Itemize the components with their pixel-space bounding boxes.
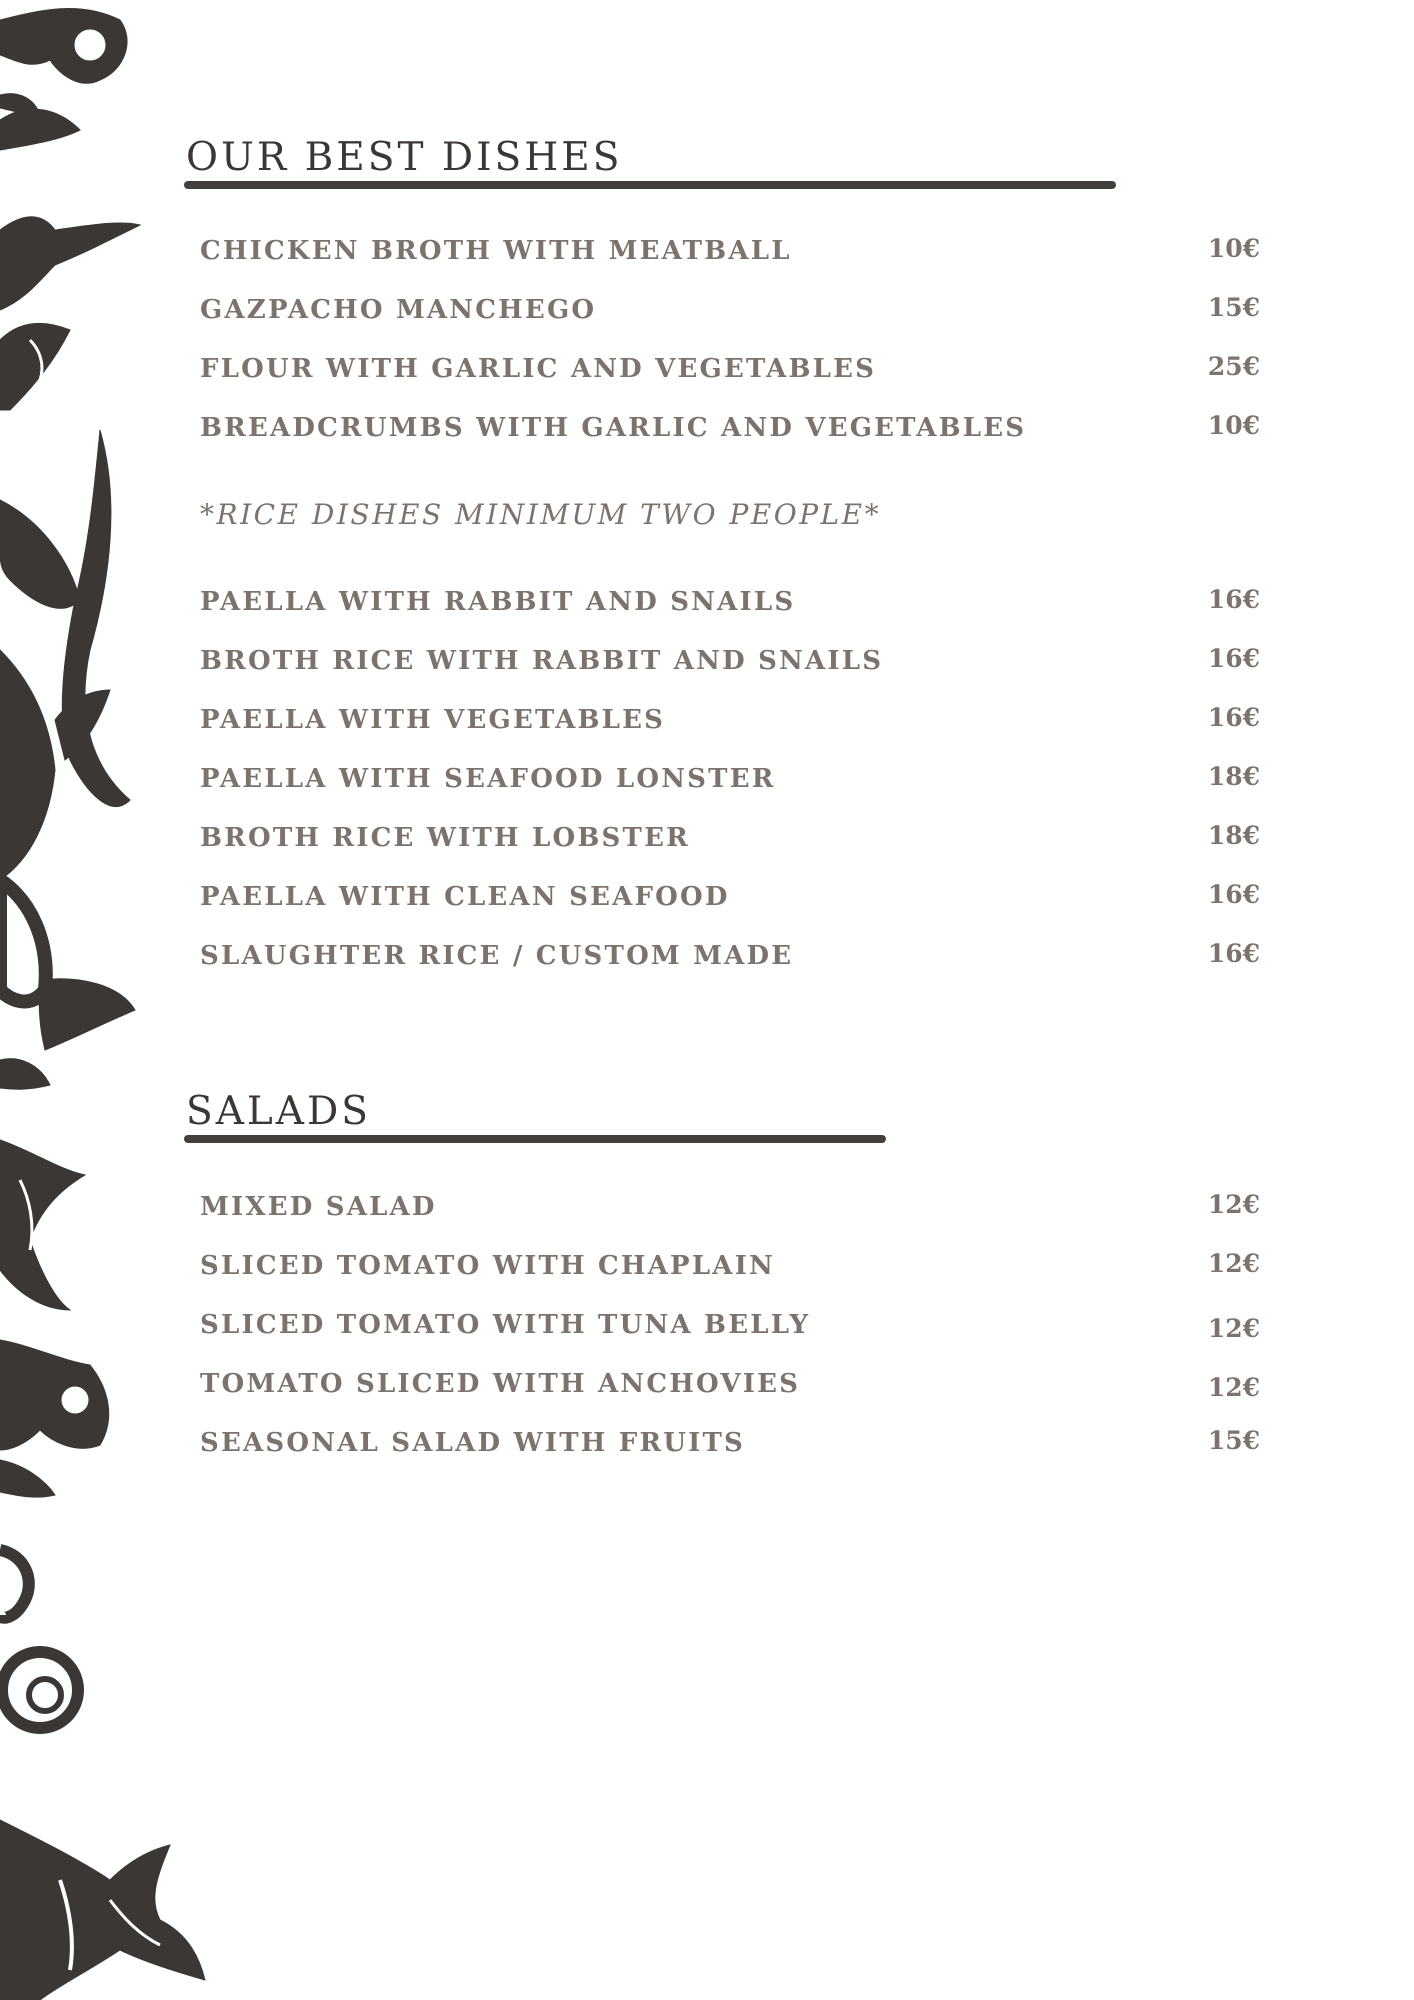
menu-item: [200, 231, 1260, 271]
menu-item-name: PAELLA WITH RABBIT AND SNAILS: [200, 587, 796, 617]
menu-item: [200, 1187, 1260, 1227]
floral-ornament: [0, 0, 230, 2000]
menu-item: [200, 349, 1260, 389]
menu-item-name: BREADCRUMBS WITH GARLIC AND VEGETABLES: [200, 413, 1027, 443]
section-divider: [184, 1135, 886, 1143]
menu-item-name: MIXED SALAD: [200, 1192, 437, 1222]
menu-item: [200, 700, 1260, 740]
menu-item: [200, 290, 1260, 330]
menu-item-name: BROTH RICE WITH RABBIT AND SNAILS: [200, 646, 884, 676]
menu-item-price: 12€: [1207, 1190, 1260, 1219]
menu-item-name: GAZPACHO MANCHEGO: [200, 295, 597, 325]
menu-item-name: SLICED TOMATO WITH TUNA BELLY: [200, 1310, 811, 1340]
menu-item-name: BROTH RICE WITH LOBSTER: [200, 823, 690, 853]
menu-item-name: FLOUR WITH GARLIC AND VEGETABLES: [200, 354, 877, 384]
menu-item: [200, 818, 1260, 858]
menu-item-name: PAELLA WITH VEGETABLES: [200, 705, 666, 735]
menu-item: [200, 641, 1260, 681]
menu-item-price: 10€: [1207, 234, 1260, 263]
menu-item-price: 16€: [1207, 939, 1260, 968]
menu-item-name: TOMATO SLICED WITH ANCHOVIES: [200, 1369, 801, 1399]
menu-item: [200, 877, 1260, 917]
menu-item-name: CHICKEN BROTH WITH MEATBALL: [200, 236, 792, 266]
menu-item-price: 12€: [1207, 1373, 1260, 1402]
menu-item: [200, 582, 1260, 622]
section-divider: [184, 181, 1116, 189]
menu-item: [200, 1364, 1260, 1404]
menu-item-price: 10€: [1207, 411, 1260, 440]
menu-item-name: SLAUGHTER RICE / CUSTOM MADE: [200, 941, 794, 971]
menu-item-name: SLICED TOMATO WITH CHAPLAIN: [200, 1251, 775, 1281]
menu-item: [200, 936, 1260, 976]
menu-item: [200, 1423, 1260, 1463]
menu-item-price: 15€: [1207, 1426, 1260, 1455]
menu-item-price: 18€: [1207, 821, 1260, 850]
section-title-best-dishes: OUR BEST DISHES: [186, 135, 623, 180]
menu-item: [200, 1305, 1260, 1345]
menu-item-price: 25€: [1207, 352, 1260, 381]
menu-item-price: 12€: [1207, 1314, 1260, 1343]
menu-item-price: 16€: [1207, 880, 1260, 909]
rice-dishes-note: *RICE DISHES MINIMUM TWO PEOPLE*: [200, 498, 882, 531]
menu-item: [200, 759, 1260, 799]
menu-item-price: 16€: [1207, 644, 1260, 673]
menu-item-price: 15€: [1207, 293, 1260, 322]
menu-item-name: PAELLA WITH SEAFOOD LONSTER: [200, 764, 776, 794]
menu-item: [200, 408, 1260, 448]
menu-item-price: 18€: [1207, 762, 1260, 791]
menu-item-name: SEASONAL SALAD WITH FRUITS: [200, 1428, 746, 1458]
section-title-salads: SALADS: [186, 1089, 371, 1134]
menu-item-price: 12€: [1207, 1249, 1260, 1278]
menu-item-price: 16€: [1207, 585, 1260, 614]
menu-item: [200, 1246, 1260, 1286]
menu-item-name: PAELLA WITH CLEAN SEAFOOD: [200, 882, 730, 912]
menu-item-price: 16€: [1207, 703, 1260, 732]
